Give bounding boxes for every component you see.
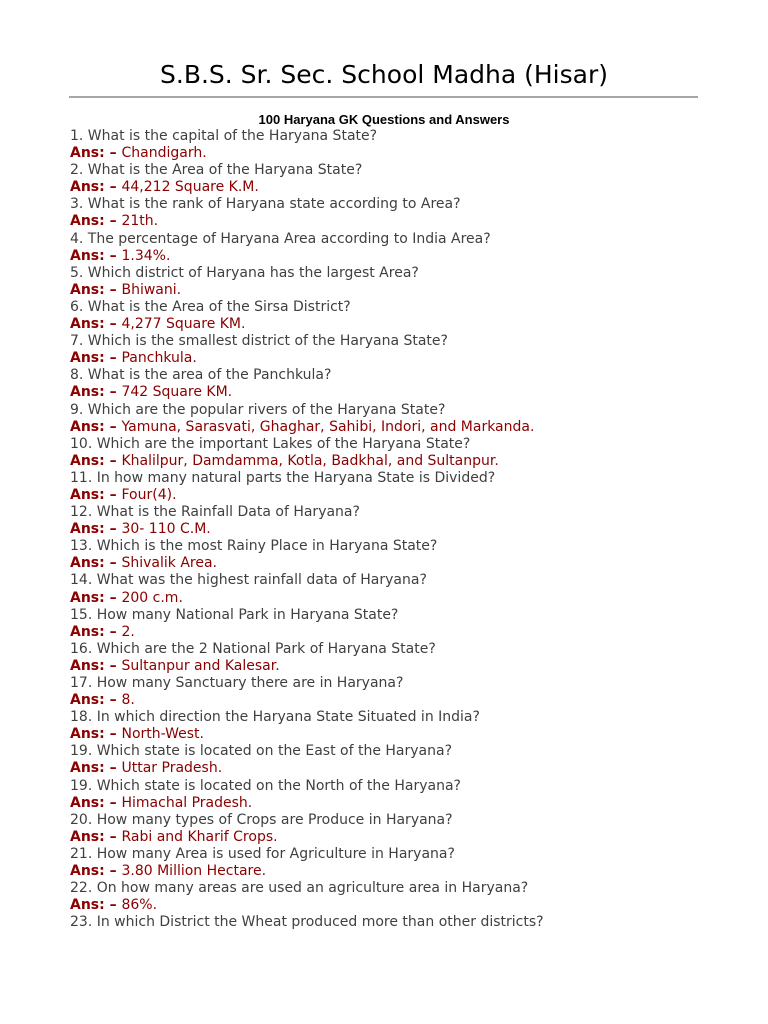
- question-text: 14. What was the highest rainfall data of Haryana?: [70, 572, 427, 589]
- qa-item: [70, 538, 760, 572]
- qa-item: [70, 709, 760, 743]
- qa-item: [70, 470, 760, 504]
- answer-text: Uttar Pradesh.: [121, 760, 223, 777]
- question-text: 8. What is the area of the Panchkula?: [70, 367, 332, 384]
- answer-line: [70, 624, 760, 641]
- question-text: 9. Which are the popular rivers of the Haryana State?: [70, 401, 446, 418]
- question-text: 19. Which state is located on the East of the Haryana?: [70, 743, 453, 760]
- answer-line: [70, 829, 760, 846]
- answer-text: Khalilpur, Damdamma, Kotla, Badkhal, and Sultanpur.: [121, 452, 499, 469]
- answer-line: [70, 555, 760, 572]
- qa-item: [70, 436, 760, 470]
- answer-text: Yamuna, Sarasvati, Ghaghar, Sahibi, Indori, and Markanda.: [121, 418, 535, 435]
- answer-text: 742 Square KM.: [121, 384, 233, 401]
- answer-line: [70, 897, 760, 914]
- answer-text: Chandigarh.: [121, 145, 207, 162]
- answer-line: [70, 453, 760, 470]
- question-text: 13. Which is the most Rainy Place in Haryana State?: [70, 538, 438, 555]
- answer-line: [70, 760, 760, 777]
- answer-text: 44,212 Square K.M.: [121, 179, 259, 196]
- qa-item: [70, 812, 760, 846]
- qa-item: [70, 675, 760, 709]
- question-text: 10. Which are the important Lakes of the Haryana State?: [70, 435, 471, 452]
- answer-line: [70, 521, 760, 538]
- qa-item: [70, 504, 760, 538]
- question-text: 17. How many Sanctuary there are in Haryana?: [70, 675, 404, 691]
- answer-label: Ans: –: [70, 692, 122, 709]
- qa-item: [70, 128, 760, 162]
- answer-text: 200 c.m.: [121, 589, 183, 606]
- answer-label: Ans: –: [70, 897, 122, 914]
- question-text: 12. What is the Rainfall Data of Haryana?: [70, 504, 360, 521]
- qa-item: [70, 196, 760, 230]
- answer-label: Ans: –: [70, 657, 122, 674]
- question-text: 5. Which district of Haryana has the largest Area?: [70, 264, 419, 281]
- answer-label: Ans: –: [70, 213, 122, 230]
- question-text: 20. How many types of Crops are Produce in Haryana?: [70, 811, 453, 828]
- answer-label: Ans: –: [70, 555, 122, 572]
- qa-item: [70, 743, 760, 777]
- question-text: 3. What is the rank of Haryana state according to Area?: [70, 196, 461, 213]
- answer-label: Ans: –: [70, 794, 122, 811]
- answer-label: Ans: –: [70, 760, 122, 777]
- answer-text: Sultanpur and Kalesar.: [121, 657, 280, 674]
- answer-line: [70, 213, 760, 230]
- question-text: 21. How many Area is used for Agriculture in Haryana?: [70, 845, 455, 862]
- answer-label: Ans: –: [70, 452, 122, 469]
- answer-label: Ans: –: [70, 316, 122, 333]
- answer-text: Himachal Pradesh.: [121, 794, 253, 811]
- qa-item: [70, 914, 760, 931]
- answer-label: Ans: –: [70, 863, 122, 880]
- qa-item: [70, 778, 760, 812]
- answer-label: Ans: –: [70, 486, 122, 503]
- answer-label: Ans: –: [70, 350, 122, 367]
- answer-line: [70, 316, 760, 333]
- answer-text: Panchkula.: [121, 350, 197, 367]
- question-text: 6. What is the Area of the Sirsa District?: [70, 298, 351, 315]
- answer-label: Ans: –: [70, 281, 122, 298]
- qa-item: [70, 572, 760, 606]
- answer-text: North-West.: [121, 726, 204, 743]
- answer-text: 86%.: [121, 897, 158, 914]
- answer-label: Ans: –: [70, 247, 122, 264]
- question-text: 16. Which are the 2 National Park of Haryana State?: [70, 640, 436, 657]
- question-text: 11. In how many natural parts the Haryana State is Divided?: [70, 469, 496, 486]
- answer-line: [70, 658, 760, 675]
- answer-text: Shivalik Area.: [121, 555, 218, 572]
- answer-line: [70, 179, 760, 196]
- answer-line: [70, 487, 760, 504]
- question-text: 22. On how many areas are used an agriculture area in Haryana?: [70, 880, 529, 897]
- answer-text: 3.80 Million Hectare.: [121, 863, 267, 880]
- answer-label: Ans: –: [70, 179, 122, 196]
- question-text: 1. What is the capital of the Haryana State?: [70, 128, 378, 144]
- answer-label: Ans: –: [70, 384, 122, 401]
- answer-label: Ans: –: [70, 726, 122, 743]
- qa-item: [70, 231, 760, 265]
- title-divider: [69, 96, 698, 98]
- answer-line: [70, 590, 760, 607]
- qa-item: [70, 299, 760, 333]
- answer-line: [70, 384, 760, 401]
- answer-text: Four(4).: [121, 486, 177, 503]
- answer-label: Ans: –: [70, 418, 122, 435]
- answer-text: 4,277 Square KM.: [121, 316, 246, 333]
- answer-text: Bhiwani.: [121, 281, 182, 298]
- question-text: 23. In which District the Wheat produced more than other districts?: [70, 914, 544, 931]
- qa-item: [70, 402, 760, 436]
- qa-item: [70, 607, 760, 641]
- qa-list: [70, 128, 760, 931]
- answer-line: [70, 350, 760, 367]
- qa-item: [70, 367, 760, 401]
- question-text: 18. In which direction the Haryana State Situated in India?: [70, 709, 480, 726]
- answer-line: [70, 726, 760, 743]
- qa-item: [70, 162, 760, 196]
- answer-text: 21th.: [121, 213, 159, 230]
- answer-text: 2.: [121, 623, 135, 640]
- answer-text: 1.34%.: [121, 247, 171, 264]
- question-text: 15. How many National Park in Haryana State?: [70, 606, 399, 623]
- answer-line: [70, 248, 760, 265]
- question-text: 7. Which is the smallest district of the Haryana State?: [70, 333, 448, 350]
- page-subtitle: 100 Haryana GK Questions and Answers: [258, 112, 510, 127]
- answer-text: 30- 110 C.M.: [121, 521, 211, 538]
- answer-label: Ans: –: [70, 828, 122, 845]
- answer-line: [70, 282, 760, 299]
- qa-item: [70, 880, 760, 914]
- answer-label: Ans: –: [70, 623, 122, 640]
- answer-line: [70, 795, 760, 812]
- answer-line: [70, 692, 760, 709]
- answer-text: 8.: [121, 692, 135, 709]
- page-title: S.B.S. Sr. Sec. School Madha (Hisar): [160, 60, 608, 89]
- qa-item: [70, 265, 760, 299]
- question-text: 2. What is the Area of the Haryana State?: [70, 162, 363, 179]
- qa-item: [70, 333, 760, 367]
- qa-item: [70, 641, 760, 675]
- qa-item: [70, 846, 760, 880]
- question-text: 19. Which state is located on the North of the Haryana?: [70, 777, 461, 794]
- answer-line: [70, 145, 760, 162]
- answer-line: [70, 419, 760, 436]
- question-text: 4. The percentage of Haryana Area according to India Area?: [70, 230, 491, 247]
- answer-label: Ans: –: [70, 589, 122, 606]
- answer-line: [70, 863, 760, 880]
- answer-text: Rabi and Kharif Crops.: [121, 828, 278, 845]
- answer-label: Ans: –: [70, 145, 122, 162]
- answer-label: Ans: –: [70, 521, 122, 538]
